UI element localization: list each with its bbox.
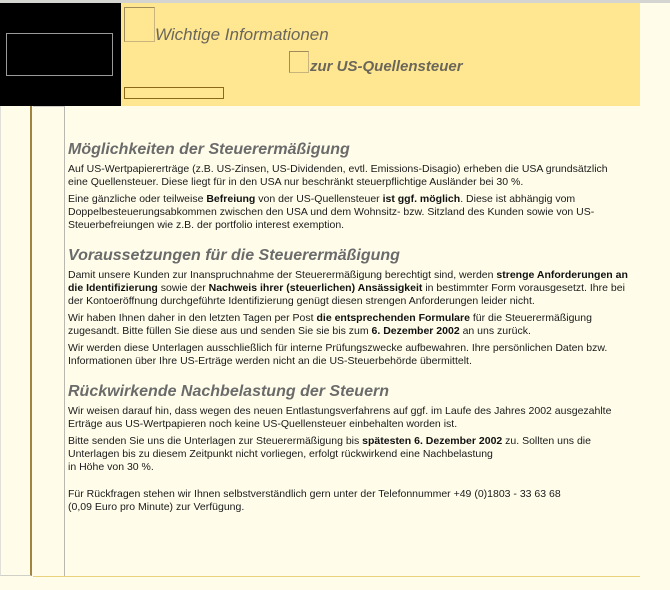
emphasis-text: 6. Dezember 2002 [371,325,460,337]
text-run: Damit unsere Kunden zur Inanspruchnahme der Steuerermäßigung berechtigt sind, werden [68,269,497,281]
text-run: Wir weisen darauf hin, dass wegen des neuen Entlastungsverfahrens auf ggf. im Laufe des Jahres 2002 ausgezahlte Erträge aus US-Wertpapieren noch keine US-Quellensteuer einbehalten worden ist. [68,405,612,430]
emphasis-text: ist ggf. möglich [382,193,461,205]
section-heading: Möglichkeiten der Steuerermäßigung [68,141,350,158]
emphasis-text: strenge Anforderungen an die Identifizierung [68,269,628,294]
bottom-divider [33,576,640,577]
text-run: in Höhe von 30 %. [68,461,154,473]
section-nachbelastung [68,382,628,474]
paragraph [68,435,628,474]
header-bar-image-placeholder [124,87,224,99]
left-spacer-column [33,106,65,576]
contact-line-1: Für Rückfragen stehen wir Ihnen selbstverständlich gern unter der Telefonnummer +49 (0)1803 - 33 63 68 [68,488,561,500]
text-run: Wir werden diese Unterlagen ausschließlich für interne Prüfungszwecke aufbewahren. Ihre persönlichen Daten bzw. Informationen über Ihre US-Erträge werden nicht an die US-Steuerbehörde übermittelt. [68,342,608,367]
page-title: Wichtige Informationen [155,25,329,44]
emphasis-text: die entsprechenden Formulare [316,312,470,324]
text-run: von der US-Quellensteuer [255,193,383,205]
text-run: Wir haben Ihnen daher in den letzten Tagen per Post [68,312,317,324]
section-heading: Rückwirkende Nachbelastung der Steuern [68,383,389,400]
page-subtitle: zur US-Quellensteuer [310,58,463,75]
paragraph [68,312,628,338]
broken-image-icon [124,7,155,42]
emphasis-text: Befreiung [206,193,256,205]
paragraph [68,405,628,431]
text-run: . Diese ist abhängig vom Doppelbesteuerungsabkommen zwischen den USA und dem Wohnsitz- bzw. Sitzland des Kunden sowie von US-Steuerbefreiungen wie z.B. der portfolio interest exemption. [68,193,595,231]
text-run: an uns zurück. [459,325,531,337]
logo-area [0,3,121,106]
text-run: Bitte senden Sie uns die Unterlagen zur Steuerermäßigung bis [68,435,363,447]
paragraph [68,163,628,189]
text-run: zu. Sollten uns die Unterlagen bis zu diesem Zeitpunkt nicht vorliegen, erfolgt rückwirkend eine Nachbelastung [68,435,591,460]
contact-line-2: (0,09 Euro pro Minute) zur Verfügung. [68,501,245,513]
contact-info [68,488,628,514]
text-run: in bestimmter Form vorausgesetzt. Ihre bei der Kontoeröffnung durchgeführte Identifizierung genügt diesen strengen Anforderungen leider nicht. [68,282,625,307]
emphasis-text: spätesten 6. Dezember 2002 [362,435,503,447]
logo-image-placeholder [6,33,113,76]
paragraph [68,193,628,232]
text-run: für die Steuerermäßigung zugesandt. Bitte füllen Sie diese aus und senden Sie sie bis zum [68,312,592,337]
paragraph [68,269,628,308]
main-content [68,140,628,518]
paragraph [68,342,628,368]
left-margin-column [0,106,32,576]
page-header [121,3,640,106]
section-steuerermaessigung [68,140,628,232]
section-voraussetzungen [68,246,628,368]
broken-image-icon [289,51,309,73]
section-heading: Voraussetzungen für die Steuerermäßigung [68,247,400,264]
text-run: Eine gänzliche oder teilweise [68,193,207,205]
text-run: sowie der [157,282,209,294]
text-run: Auf US-Wertpapiererträge (z.B. US-Zinsen, US-Dividenden, evtl. Emissions-Disagio) erheben die USA grundsätzlich eine Quellensteuer. Diese liegt für in den USA nur beschränkt steuerpflichtige Ausländer bei 30 %. [68,163,608,188]
emphasis-text: Nachweis ihrer (steuerlichen) Ansässigkeit [208,282,423,294]
